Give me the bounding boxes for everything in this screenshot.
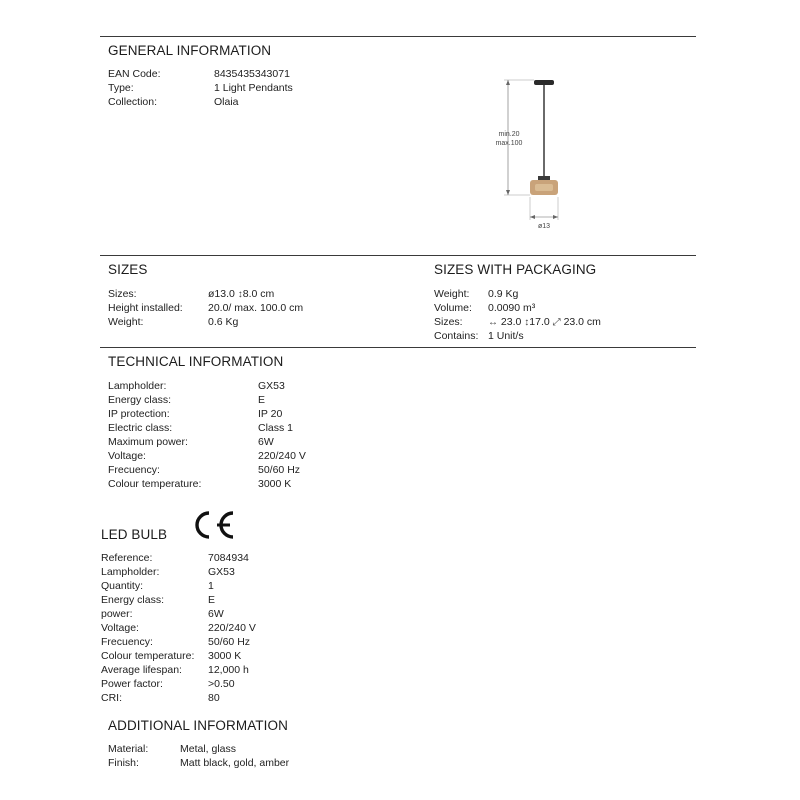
row-label: Energy class: [108, 394, 172, 406]
row-label: Power factor: [101, 678, 163, 690]
height-label-min: min.20 [498, 131, 520, 138]
lamp-cap-shape [538, 176, 550, 180]
row-label: Volume: [434, 302, 472, 314]
row-label: Lampholder: [101, 566, 160, 578]
row-value: 220/240 V [258, 450, 306, 462]
row-value: E [258, 394, 266, 406]
row-label: Reference: [101, 552, 153, 564]
diameter-arrow-right [553, 215, 558, 219]
row-value: IP 20 [258, 408, 283, 420]
height-arrow-bottom [506, 190, 510, 195]
row-value: 0.6 Kg [208, 316, 239, 328]
sizes-heading: SIZES [108, 262, 148, 277]
depth-arrow-icon: ⤢ [552, 317, 561, 328]
height-arrow-top [506, 80, 510, 85]
height-arrow-icon: ↕ [237, 289, 243, 300]
row-value: 0.9 Kg [488, 288, 519, 300]
row-value [488, 315, 601, 330]
row-value: E [208, 594, 216, 606]
row-value: Class 1 [258, 422, 294, 434]
diameter-value: ø13.0 [208, 288, 235, 300]
ce-letter-c [197, 513, 209, 537]
glass-highlight-shape [535, 184, 553, 191]
general-information-heading: GENERAL INFORMATION [108, 43, 272, 58]
ce-mark-icon [192, 509, 236, 541]
row-label: IP protection: [108, 408, 170, 420]
additional-information-heading: ADDITIONAL INFORMATION [108, 718, 288, 733]
row-label: Average lifespan: [101, 664, 182, 676]
divider [100, 255, 696, 256]
row-value [208, 287, 274, 302]
pendant-lamp-diagram [488, 70, 588, 235]
row-label: power: [101, 608, 133, 620]
row-value: 50/60 Hz [258, 464, 301, 476]
row-label: Weight: [434, 288, 470, 300]
row-label: Height installed: [108, 302, 183, 314]
row-value: 1 Unit/s [488, 330, 524, 342]
row-label: CRI: [101, 692, 122, 704]
height-arrow-icon: ↕ [524, 317, 530, 328]
row-value: GX53 [208, 566, 235, 578]
depth-value: 23.0 cm [563, 316, 601, 328]
row-value: 1 Light Pendants [214, 82, 293, 94]
row-label: Type: [108, 82, 134, 94]
packaging-heading: SIZES WITH PACKAGING [434, 262, 597, 277]
row-label: Electric class: [108, 422, 173, 434]
row-value: Metal, glass [180, 743, 237, 755]
diameter-arrow-left [530, 215, 535, 219]
row-label: Frecuency: [108, 464, 160, 476]
row-value: Olaia [214, 96, 239, 108]
row-value: 80 [208, 692, 220, 704]
row-label: Voltage: [101, 622, 139, 634]
row-label: Finish: [108, 757, 139, 769]
row-label: Frecuency: [101, 636, 153, 648]
row-label: Material: [108, 743, 149, 755]
row-value: 0.0090 m³ [488, 302, 536, 314]
diameter-label: ø13 [537, 223, 551, 230]
row-value: 8435435343071 [214, 68, 290, 80]
row-value: 7084934 [208, 552, 249, 564]
row-label: Maximum power: [108, 436, 188, 448]
row-value: 3000 K [258, 478, 292, 490]
row-label: Sizes: [108, 288, 137, 300]
row-value: 1 [208, 580, 214, 592]
row-value: Matt black, gold, amber [180, 757, 290, 769]
divider [100, 36, 696, 37]
row-value: 20.0/ max. 100.0 cm [208, 302, 304, 314]
row-label: Weight: [108, 316, 144, 328]
row-label: Colour temperature: [108, 478, 202, 490]
row-value: >0.50 [208, 678, 235, 690]
row-label: Quantity: [101, 580, 144, 592]
height-value: 8.0 cm [242, 288, 275, 300]
row-label: Contains: [434, 330, 479, 342]
width-value: 23.0 [500, 316, 522, 328]
width-arrow-icon: ↔ [488, 317, 498, 328]
row-value: 6W [208, 608, 224, 620]
led-bulb-heading: LED BULB [101, 527, 168, 542]
divider [100, 347, 696, 348]
row-label: Energy class: [101, 594, 165, 606]
row-value: 12,000 h [208, 664, 249, 676]
row-value: 6W [258, 436, 274, 448]
row-label: Colour temperature: [101, 650, 195, 662]
row-label: Collection: [108, 96, 158, 108]
row-label: Sizes: [434, 316, 463, 328]
technical-information-heading: TECHNICAL INFORMATION [108, 354, 284, 369]
row-value: 220/240 V [208, 622, 256, 634]
height-label-max: max.100 [495, 140, 523, 147]
row-value: GX53 [258, 380, 285, 392]
row-label: Voltage: [108, 450, 146, 462]
row-value: 50/60 Hz [208, 636, 251, 648]
canopy-shape [534, 80, 554, 85]
row-value: 3000 K [208, 650, 242, 662]
height-value: 17.0 [529, 316, 550, 328]
row-label: EAN Code: [108, 68, 161, 80]
row-label: Lampholder: [108, 380, 167, 392]
